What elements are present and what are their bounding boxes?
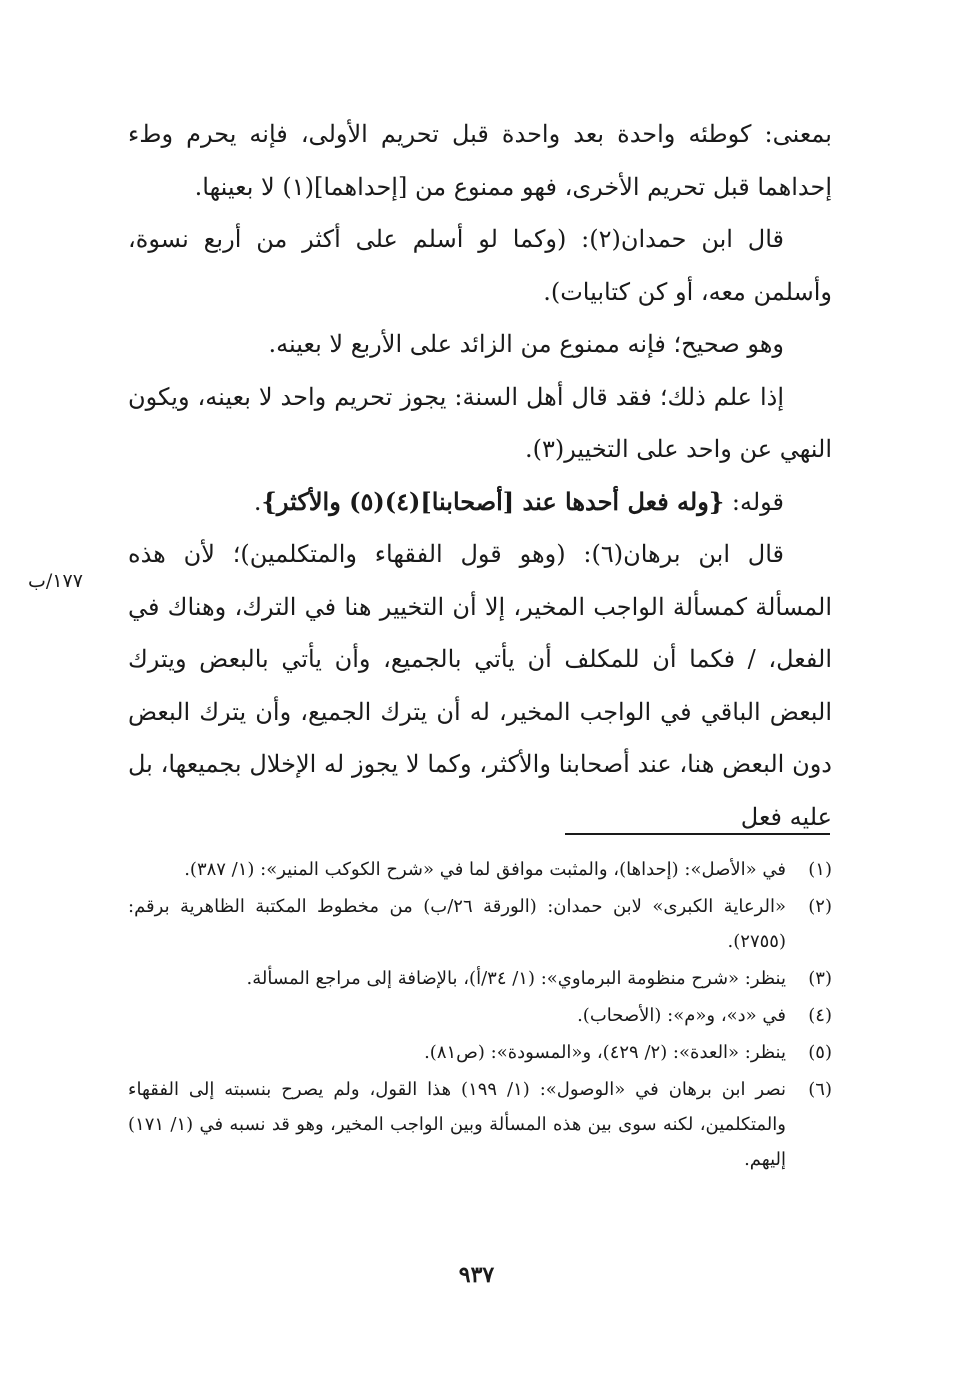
footnote-3 — [128, 961, 832, 996]
page-number: ٩٣٧ — [458, 1262, 495, 1288]
quote-prefix: قوله: — [724, 487, 784, 516]
paragraph-6: قال ابن برهان(٦): (وهو قول الفقهاء والمتكلمين)؛ لأن هذه المسألة كمسألة الواجب المخير، إلا أن التخيير هنا في الترك، وهناك في الفعل، / فكما أن للمكلف أن يأتي بالجميع، وأن يأتي بالبعض ويترك البعض الباقي في الواجب المخير، له أن يترك الجميع، وأن يترك البعض دون البعض هنا، عند أصحابنا والأكثر، وكما لا يجوز له الإخلال بجميعها، بل عليه فعل — [128, 540, 832, 831]
footnote-6 — [128, 1072, 832, 1177]
paragraph-3: وهو صحيح؛ فإنه ممنوع من الزائد على الأربع لا بعينه. — [268, 330, 784, 358]
footnote-text: في «د»، و«م»: (الأصحاب). — [577, 1005, 786, 1026]
main-text — [128, 108, 832, 843]
quote-suffix: . — [253, 487, 262, 516]
footnote-number: (٣) — [808, 968, 832, 989]
footnote-5 — [128, 1035, 832, 1070]
footnote-number: (٢) — [808, 896, 832, 917]
paragraph-2: قال ابن حمدان(٢): (وكما لو أسلم على أكثر من أربع نسوة، وأسلمن معه، أو كن كتابيات). — [128, 225, 832, 306]
footnote-number: (٤) — [808, 1005, 832, 1026]
footnote-separator — [565, 833, 830, 835]
footnote-1 — [128, 852, 832, 887]
paragraph-4: إذا علم ذلك؛ فقد قال أهل السنة: يجوز تحريم واحد لا بعينه، ويكون النهي عن واحد على التخيير(٣). — [128, 382, 832, 463]
footnote-number: (٦) — [808, 1079, 832, 1100]
footnote-text: في «الأصل»: (إحداها)، والمثبت موافق لما في «شرح الكوكب المنير»: (١/ ٣٨٧). — [184, 859, 786, 880]
footnote-number: (١) — [808, 859, 832, 880]
footnotes — [128, 852, 832, 1179]
footnote-text: ينظر: «العدة»: (٢/ ٤٢٩)، و«المسودة»: (ص٨١). — [424, 1042, 786, 1063]
footnote-text: نصر ابن برهان في «الوصول»: (١/ ١٩٩) هذا القول، ولم يصرح بنسبته إلى الفقهاء والمتكلمين، لكنه سوى بين هذه المسألة وبين الواجب المخير، وهو قد نسبه في (١/ ١٧١) إليهم. — [128, 1079, 786, 1170]
footnote-text: «الرعاية الكبرى» لابن حمدان: (الورقة ٢٦/ب) من مخطوط المكتبة الظاهرية برقم: (٢٧٥٥). — [128, 896, 786, 952]
footnote-number: (٥) — [808, 1042, 832, 1063]
paragraph-1: بمعنى: كوطئه واحدة بعد واحدة قبل تحريم الأولى، فإنه يحرم وطء إحداهما قبل تحريم الأخرى، فهو ممنوع من [إحداهما](١) لا بعينها. — [128, 120, 832, 201]
footnote-2 — [128, 889, 832, 959]
quote-paragraph — [128, 476, 832, 529]
quote-bold-text: {وله فعل أحدها عند [أصحابنا](٤)(٥) والأكثر} — [261, 486, 725, 516]
footnote-text: ينظر: «شرح منظومة البرماوي»: (١/ ٣٤/أ)، بالإضافة إلى مراجع المسألة. — [246, 968, 786, 989]
footnote-4 — [128, 998, 832, 1033]
margin-folio-note: ١٧٧/ب — [28, 570, 83, 592]
